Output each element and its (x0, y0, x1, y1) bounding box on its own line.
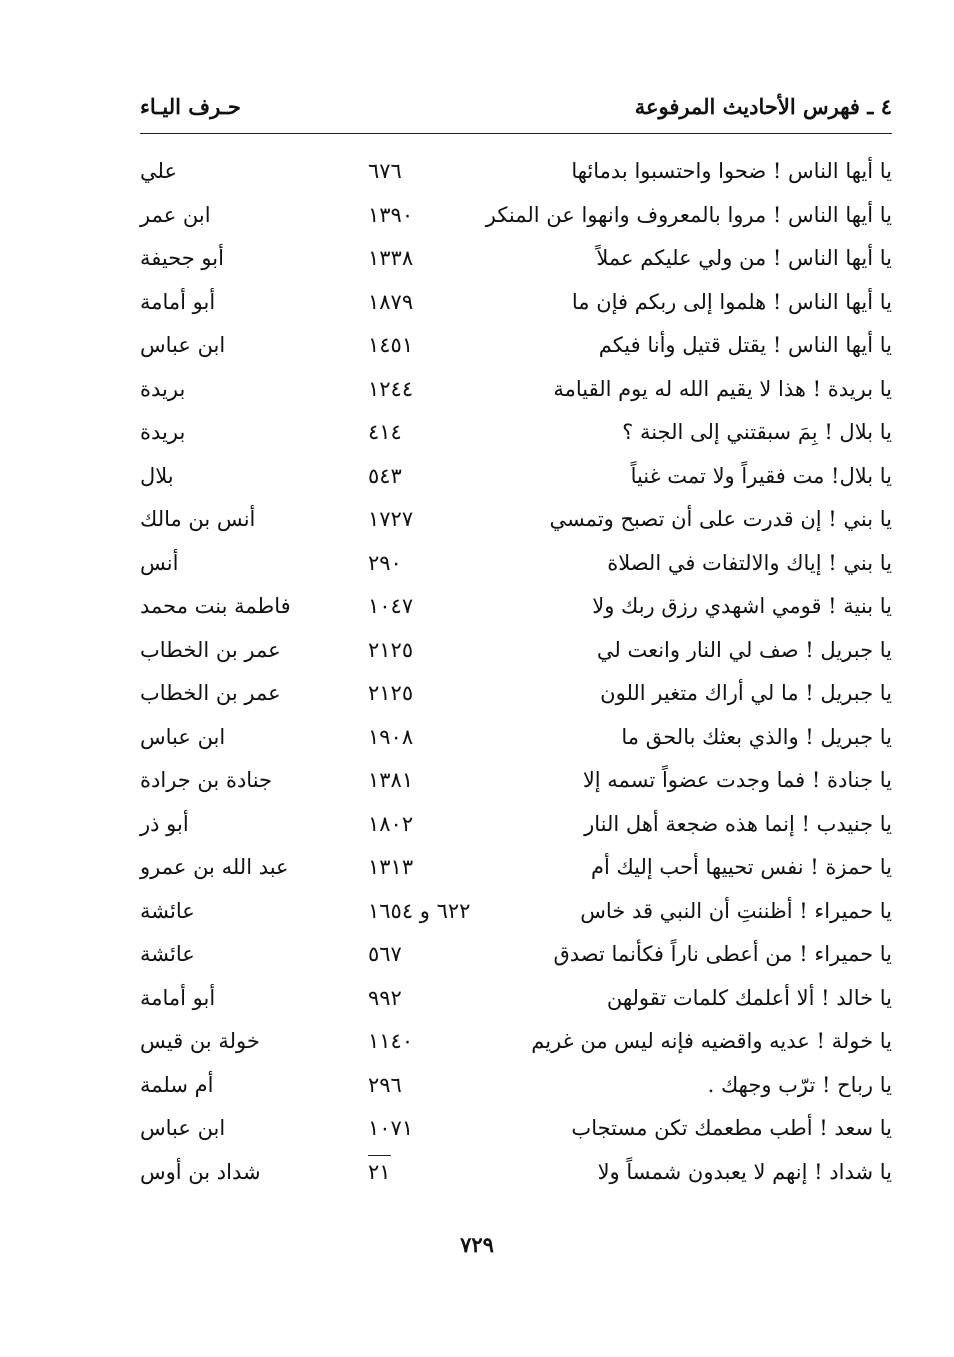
index-row (140, 1107, 892, 1151)
narrator: بريدة (140, 376, 186, 401)
narrator: ابن عمر (140, 202, 211, 227)
narrator: عائشة (140, 898, 195, 923)
page-number: ٧٢٩ (460, 1232, 494, 1257)
narrator: بريدة (140, 420, 186, 444)
narrator: عمر بن الخطاب (140, 681, 281, 705)
index-row (140, 977, 892, 1021)
hadith-number: ١٩٠٨ (368, 724, 414, 749)
index-title: ٤ ـ فهرس الأحاديث المرفوعة (634, 94, 892, 119)
hadith-text: يا جنادة ! فما وجدت عضواً تسمه إلا (582, 768, 892, 792)
narrator: عائشة (140, 942, 195, 966)
hadith-number: ١٣١٣ (368, 855, 414, 879)
index-row (140, 237, 892, 281)
narrator: أم سلمة (140, 1072, 214, 1097)
hadith-text: يا حميراء ! أظننتِ أن النبي قد خاس (580, 898, 892, 923)
hadith-number: ١٠٧١ (368, 1116, 414, 1140)
header-divider (140, 133, 892, 134)
hadith-text: يا أيها الناس ! ضحوا واحتسبوا بدمائها (571, 159, 892, 183)
page-header (140, 94, 892, 128)
index-row (140, 1151, 892, 1195)
overlined-number: ٢١ (368, 1155, 391, 1186)
hadith-text: يا أيها الناس ! مروا بالمعروف وانهوا عن المنكر (485, 202, 892, 227)
hadith-number: ١٨٧٩ (368, 289, 414, 314)
index-row (140, 803, 892, 847)
index-row (140, 194, 892, 238)
hadith-text: يا بنية ! قومي اشهدي رزق ربك ولا (592, 594, 892, 618)
hadith-number: ٢١٢٥ (368, 637, 414, 662)
index-row (140, 846, 892, 890)
hadith-text: يا جبريل ! والذي بعثك بالحق ما (621, 724, 892, 749)
index-row (140, 759, 892, 803)
narrator: فاطمة بنت محمد (140, 594, 291, 618)
hadith-number: ٢٩٠ (368, 550, 402, 575)
hadith-text: يا بلال ! بِمَ سبقتني إلى الجنة ؟ (622, 420, 892, 444)
hadith-number: ١٢٤٤ (368, 376, 414, 401)
hadith-text: يا بني ! إياك والالتفات في الصلاة (607, 550, 892, 575)
hadith-text: يا خولة ! عديه واقضيه فإنه ليس من غريم (531, 1029, 892, 1053)
hadith-text: يا بني ! إن قدرت على أن تصبح وتمسي (549, 507, 892, 531)
narrator: ابن عباس (140, 724, 226, 749)
narrator: أبو أمامة (140, 985, 216, 1010)
hadith-text: يا أيها الناس ! هلموا إلى ربكم فإن ما (571, 289, 892, 314)
hadith-number: ٦٢٢ و ١٦٥٤ (368, 898, 471, 923)
hadith-text: يا حمزة ! نفس تحييها أحب إليك أم (590, 855, 892, 879)
index-row (140, 455, 892, 499)
narrator: عمر بن الخطاب (140, 637, 281, 662)
hadith-text: يا بريدة ! هذا لا يقيم الله له يوم القيامة (553, 376, 892, 401)
index-row (140, 933, 892, 977)
hadith-number: ٢١٢٥ (368, 681, 414, 705)
hadith-index-list (140, 150, 892, 1194)
narrator: بلال (140, 463, 174, 488)
index-row (140, 411, 892, 455)
hadith-text: يا شداد ! إنهم لا يعبدون شمساً ولا (597, 1159, 892, 1184)
hadith-text: يا أيها الناس ! يقتل قتيل وأنا فيكم (598, 333, 892, 357)
hadith-text: يا خالد ! ألا أعلمك كلمات تقولهن (606, 985, 892, 1010)
hadith-text: يا جنيدب ! إنما هذه ضجعة أهل النار (584, 811, 892, 836)
index-row (140, 281, 892, 325)
index-row (140, 629, 892, 673)
hadith-number: ١٤٥١ (368, 333, 414, 357)
narrator: أبو ذر (140, 811, 189, 836)
hadith-number: ٦٧٦ (368, 159, 402, 183)
index-row (140, 1020, 892, 1064)
hadith-text: يا أيها الناس ! من ولي عليكم عملاً (596, 246, 892, 270)
index-row (140, 890, 892, 934)
hadith-number: ١١٤٠ (368, 1029, 414, 1053)
narrator: أنس بن مالك (140, 507, 256, 531)
hadith-text: يا جبريل ! ما لي أراك متغير اللون (600, 681, 892, 705)
hadith-text: يا رباح ! ترّب وجهك . (707, 1072, 892, 1097)
hadith-text: يا حميراء ! من أعطى ناراً فكأنما تصدق (553, 942, 892, 966)
narrator: خولة بن قيس (140, 1029, 260, 1053)
index-row (140, 585, 892, 629)
hadith-number: ١٣٣٨ (368, 246, 414, 270)
narrator: أبو أمامة (140, 289, 216, 314)
hadith-number: ١٣٨١ (368, 768, 414, 792)
hadith-text: يا جبريل ! صف لي النار وانعت لي (596, 637, 892, 662)
narrator: علي (140, 159, 177, 183)
hadith-text: يا بلال! مت فقيراً ولا تمت غنياً (630, 463, 892, 488)
narrator: شداد بن أوس (140, 1159, 261, 1184)
narrator: جنادة بن جرادة (140, 768, 273, 792)
hadith-text: يا سعد ! أطب مطعمك تكن مستجاب (571, 1116, 892, 1140)
section-title: حـرف اليـاء (140, 94, 241, 119)
narrator: ابن عباس (140, 1116, 226, 1140)
hadith-number: ١٠٤٧ (368, 594, 414, 618)
index-row (140, 716, 892, 760)
index-row (140, 498, 892, 542)
index-row (140, 150, 892, 194)
index-row (140, 672, 892, 716)
hadith-number: ٤١٤ (368, 420, 402, 444)
narrator: ابن عباس (140, 333, 226, 357)
index-row (140, 368, 892, 412)
hadith-number: ٥٤٣ (368, 463, 402, 488)
hadith-number: ١٨٠٢ (368, 811, 414, 836)
index-row (140, 324, 892, 368)
hadith-number: ٥٦٧ (368, 942, 402, 966)
hadith-number: ٩٩٢ (368, 985, 402, 1010)
index-row (140, 542, 892, 586)
narrator: عبد الله بن عمرو (140, 855, 289, 879)
hadith-number: ٢٩٦ (368, 1072, 402, 1097)
hadith-number (368, 1151, 548, 1195)
narrator: أنس (140, 550, 179, 575)
index-row (140, 1064, 892, 1108)
narrator: أبو جحيفة (140, 246, 224, 270)
hadith-number: ١٧٢٧ (368, 507, 414, 531)
hadith-number: ١٣٩٠ (368, 202, 414, 227)
